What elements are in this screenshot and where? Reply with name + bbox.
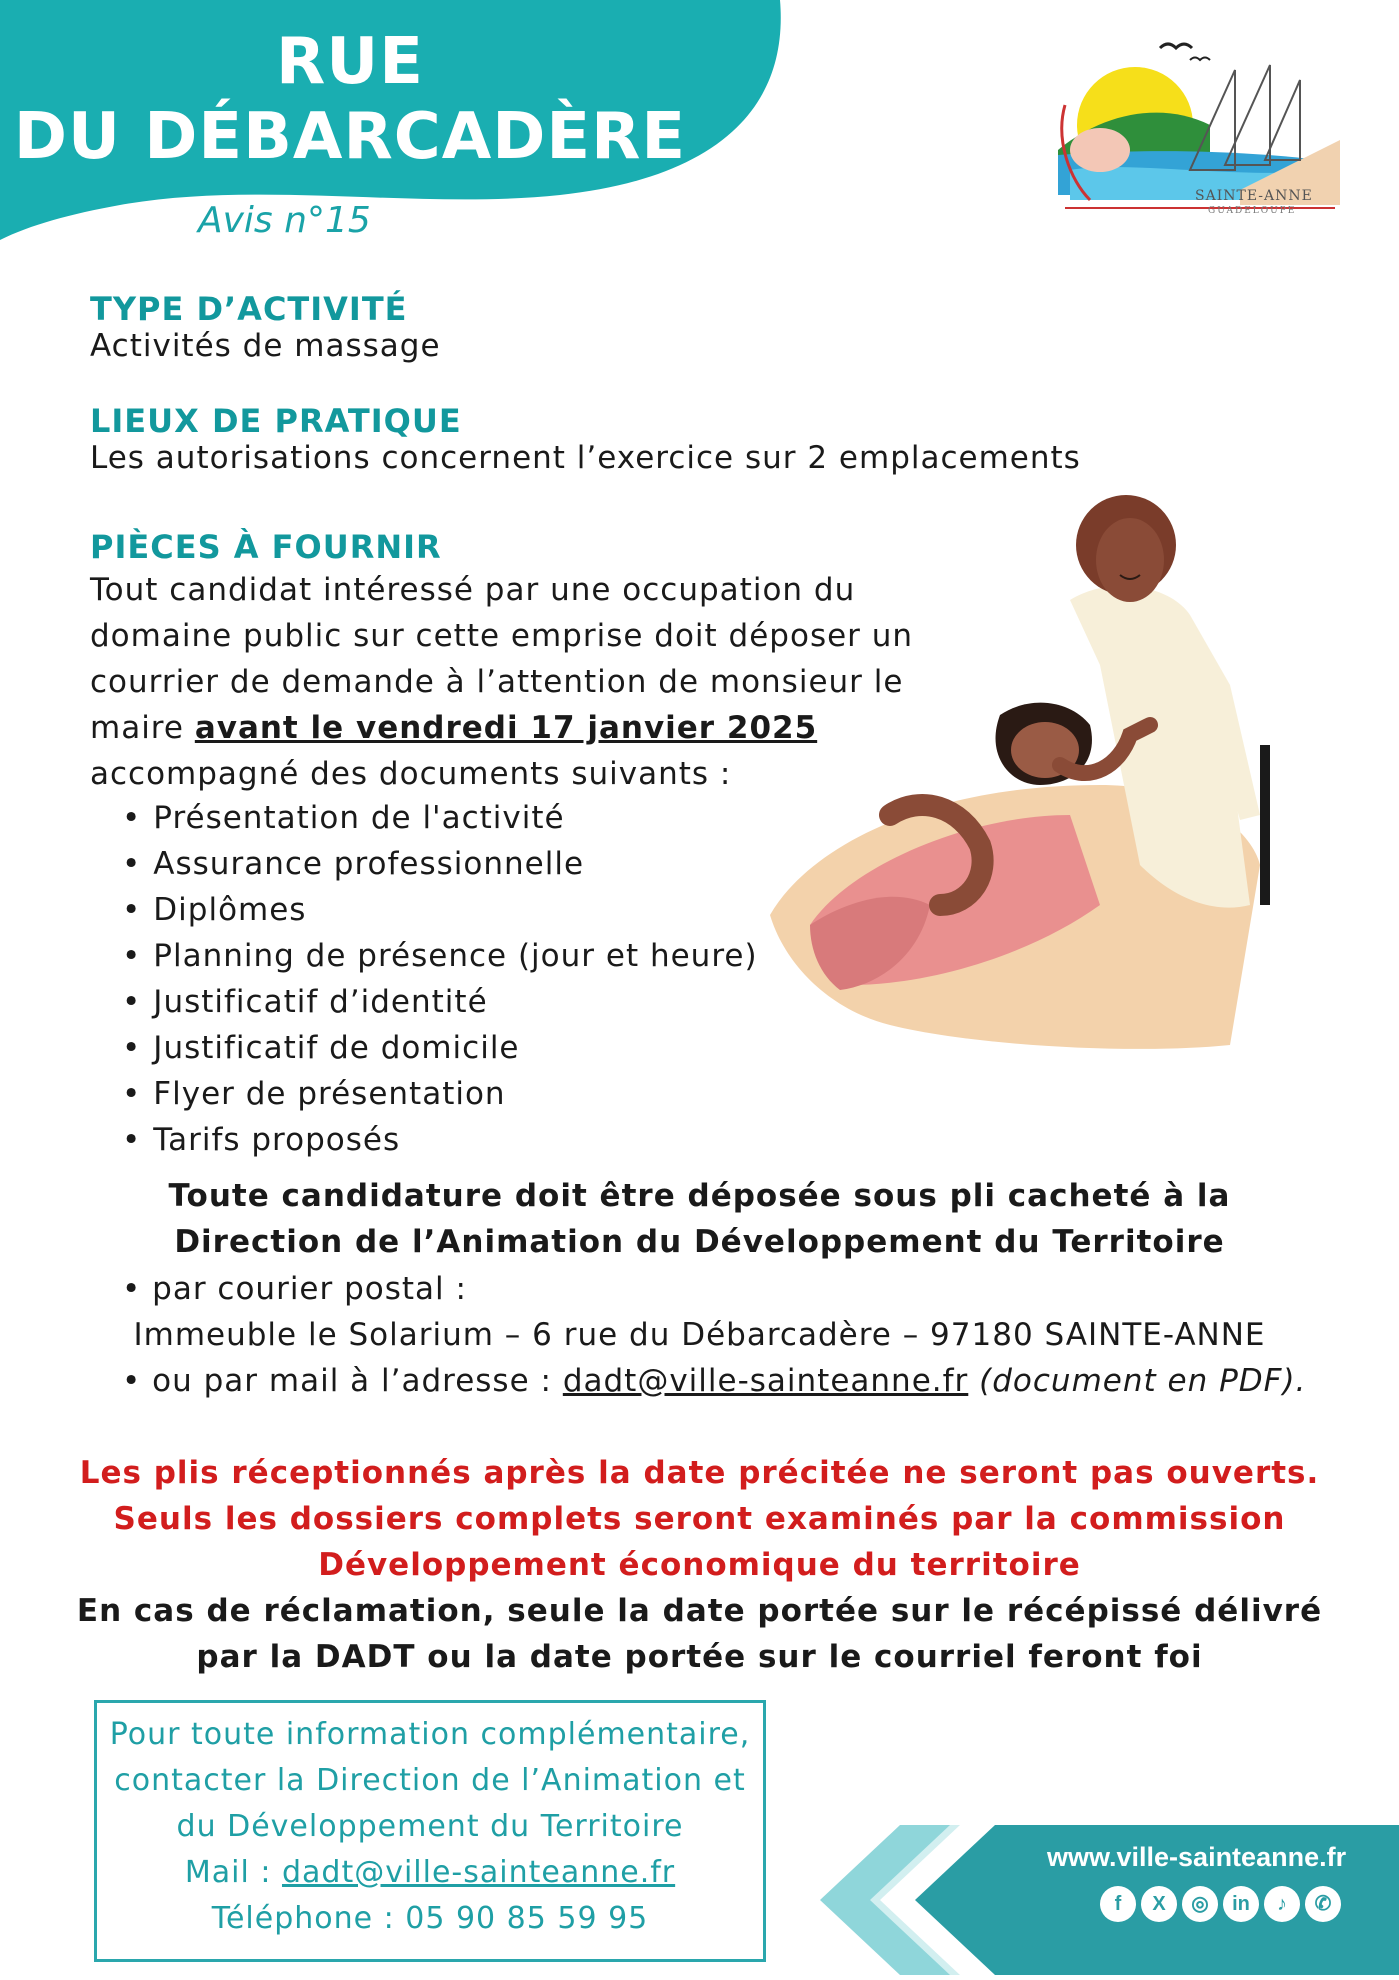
list-item: • Planning de présence (jour et heure) [122, 933, 758, 979]
documents-title: PIÈCES À FOURNIR [90, 528, 442, 566]
documents-text-line3: courrier de demande à l’attention de monsieur le [90, 664, 904, 700]
linkedin-icon[interactable]: in [1223, 1886, 1259, 1922]
deadline-date: avant le vendredi 17 janvier 2025 [194, 710, 818, 746]
submission-email-link[interactable]: dadt@ville-sainteanne.fr [562, 1363, 969, 1399]
page-title-line2: DU DÉBARCADÈRE [13, 100, 687, 174]
logo-city-name: SAINTE-ANNE [1195, 188, 1313, 204]
postal-address: Immeuble le Solarium – 6 rue du Débarcadère – 97180 SAINTE-ANNE [133, 1317, 1266, 1353]
locations-title: LIEUX DE PRATIQUE [90, 402, 462, 440]
contact-line3: du Développement du Territoire [176, 1809, 684, 1844]
documents-text-line4 [90, 710, 817, 746]
contact-mail-prefix: Mail : [184, 1855, 282, 1890]
list-item: • Tarifs proposés [122, 1117, 758, 1163]
tiktok-icon[interactable]: ♪ [1264, 1886, 1300, 1922]
contact-email-link[interactable]: dadt@ville-sainteanne.fr [281, 1855, 676, 1890]
contact-line1: Pour toute information complémentaire, [109, 1717, 751, 1752]
list-item: • Assurance professionnelle [122, 841, 758, 887]
submission-line1: Toute candidature doit être déposée sous pli cacheté à la [168, 1178, 1231, 1214]
mail-suffix: (document en PDF). [968, 1363, 1307, 1399]
city-logo [1040, 30, 1360, 240]
whatsapp-icon[interactable]: ✆ [1305, 1886, 1341, 1922]
website-link[interactable]: www.ville-sainteanne.fr [1047, 1842, 1347, 1872]
warning-line1: Les plis réceptionnés après la date précitée ne seront pas ouverts. [79, 1455, 1320, 1491]
x-icon[interactable]: X [1141, 1886, 1177, 1922]
documents-list [122, 795, 758, 1163]
activity-title: TYPE D’ACTIVITÉ [90, 290, 408, 328]
list-item: • Présentation de l'activité [122, 795, 758, 841]
documents-text-line5: accompagné des documents suivants : [90, 756, 732, 792]
warning-line3: Développement économique du territoire [318, 1547, 1081, 1583]
activity-value: Activités de massage [90, 328, 441, 364]
documents-text-line1: Tout candidat intéressé par une occupation du [90, 572, 856, 608]
claim-line1: En cas de réclamation, seule la date portée sur le récépissé délivré [76, 1593, 1323, 1629]
postal-label: • par courier postal : [122, 1271, 467, 1307]
contact-phone: Téléphone : 05 90 85 59 95 [211, 1901, 649, 1936]
mail-prefix: • ou par mail à l’adresse : [122, 1363, 563, 1399]
warning-line2: Seuls les dossiers complets seront examinés par la commission [113, 1501, 1286, 1537]
page-title-line1: RUE [276, 25, 424, 99]
list-item: • Diplômes [122, 887, 758, 933]
instagram-icon[interactable]: ◎ [1182, 1886, 1218, 1922]
documents-text-prefix: maire [90, 710, 195, 746]
facebook-icon[interactable]: f [1100, 1886, 1136, 1922]
list-item: • Justificatif de domicile [122, 1025, 758, 1071]
claim-line2: par la DADT ou la date portée sur le courriel feront foi [196, 1639, 1203, 1675]
logo-region-name: GUADELOUPE [1208, 206, 1297, 216]
massage-illustration [770, 485, 1290, 1075]
mail-line [122, 1363, 1306, 1399]
contact-line2: contacter la Direction de l’Animation et [114, 1763, 746, 1798]
notice-number: Avis n°15 [198, 200, 371, 241]
list-item: • Flyer de présentation [122, 1071, 758, 1117]
documents-text-line2: domaine public sur cette emprise doit déposer un [90, 618, 914, 654]
locations-value: Les autorisations concernent l’exercice sur 2 emplacements [90, 440, 1081, 476]
submission-line2: Direction de l’Animation du Développement du Territoire [174, 1224, 1225, 1260]
list-item: • Justificatif d’identité [122, 979, 758, 1025]
contact-mail [94, 1855, 766, 1890]
